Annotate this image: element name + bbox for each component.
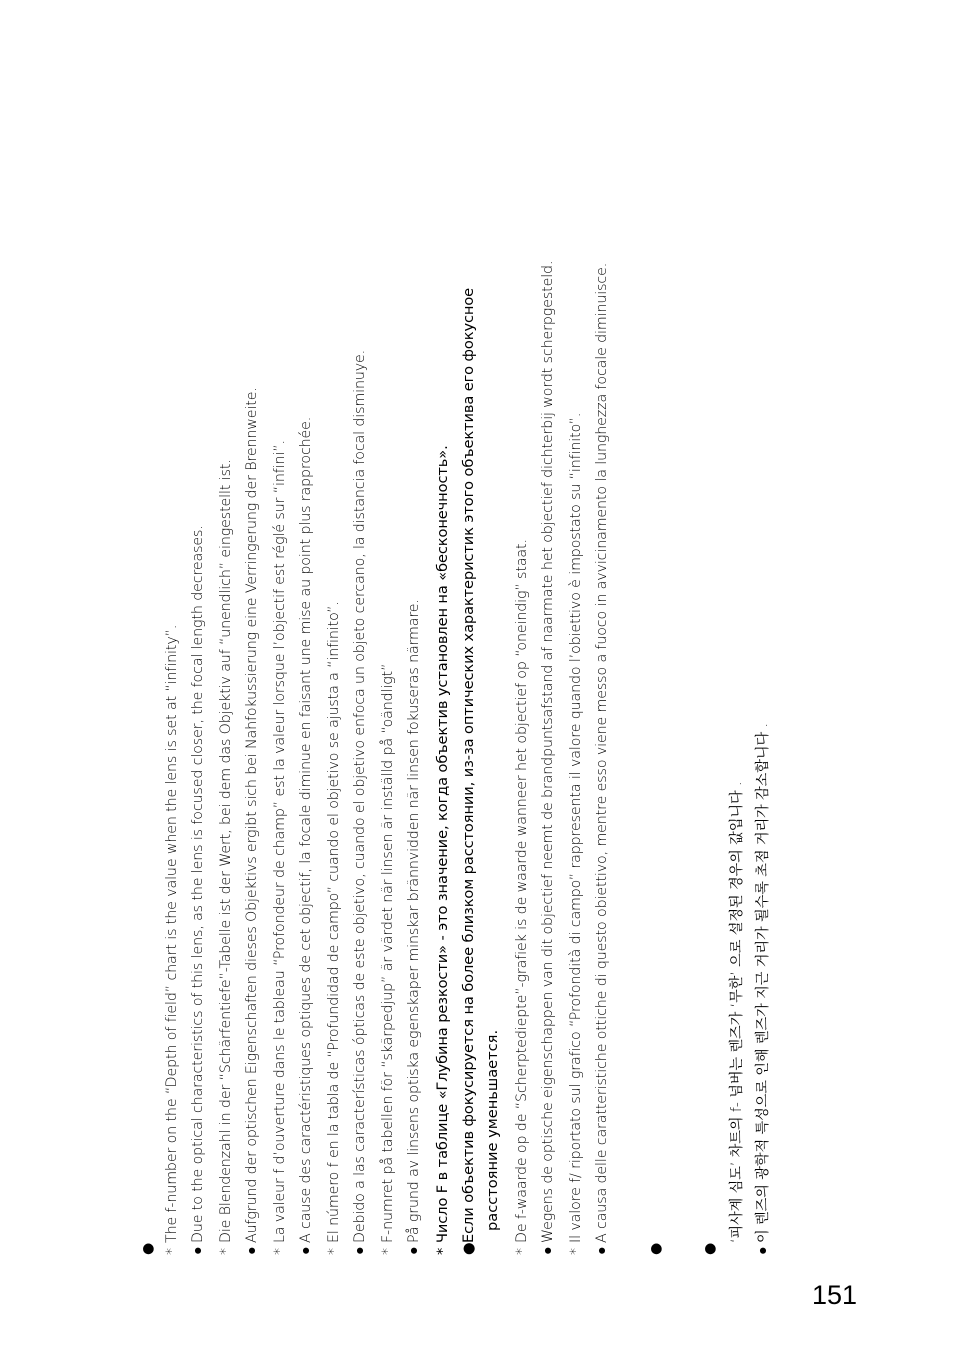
bullet-de: ●Aufgrund der optischen Eigenschaften dieses Objektivs ergibt sich bei Nahfokussierung eine Verringerung der Brennweite. (244, 387, 260, 1255)
bullet-en: ●Due to the optical characteristics of this lens, as the lens is focused closer, the focal length decreases. (190, 525, 206, 1255)
bullet-ko: ●이 렌즈의 광학적 특성으로 인해 렌즈가 지근 거리가 될수록 초점 거리가 감소합니다 . (755, 723, 771, 1255)
bullet-it: ●A causa delle caratteristiche ottiche di questo obiettivo, mentre esso viene messo a fuoco in avvicinamento la lunghezza focale diminuisce. (594, 262, 610, 1255)
bullet-marker: ● (460, 1242, 477, 1255)
bullet-ru-continuation: расстояние уменьшается. (484, 1029, 501, 1231)
asterisk-marker: * (380, 1248, 396, 1255)
note-it: *Il valore f/ riportato sul grafico “Profondità di campo” rappresenta il valore quando l’obiettivo è impostato su “infinito”. (568, 412, 584, 1255)
asterisk-marker: * (272, 1248, 288, 1255)
asterisk-marker: * (568, 1248, 584, 1255)
bullet-marker: ● (540, 1246, 556, 1255)
note-es: *El número f en la tabla de “Profundidad de campo” cuando el objetivo se ajusta a “infinito”. (326, 601, 342, 1255)
bullet-marker: ● (352, 1246, 368, 1255)
bullet-marker: ● (594, 1246, 610, 1255)
note-sv: *F-numret på tabellen för “skärpedjup” är värdet när linsen är inställd på “oändligt” (380, 663, 396, 1255)
note-nl: *De f-waarde op de “Scherptediepte”-grafiek is de waarde wanneer het objectief op “oneindig” staat. (514, 539, 530, 1255)
asterisk-marker: * (514, 1248, 530, 1255)
bullet-fr: ●A cause des caractéristiques optiques de cet objectif, la focale diminue en faisant une mise au point plus rapprochée. (298, 416, 314, 1255)
bullet-ru: ●Если объектив фокусируется на более близком расстоянии, из-за оптических характеристик этого объектива его фокусное (460, 287, 477, 1255)
asterisk-marker: * (164, 1248, 180, 1255)
note-ko: ‘피사계 심도’ 차트의 f- 넘버는 렌즈가 ‘무한’ 으로 설정된 경우의 값입니다 . (729, 781, 745, 1243)
bullet-nl: ●Wegens de optische eigenschappen van dit objectief neemt de brandpuntsafstand af naarmate het objectief dichterbij wordt scherpgesteld. (540, 260, 556, 1255)
bullet-marker: ● (244, 1246, 260, 1255)
note-ru: *Число F в таблице «Глубина резкости» - это значение, когда объектив установлен на «бесконечность». (434, 445, 451, 1255)
bullet-marker: ● (190, 1246, 206, 1255)
bullet-marker: ● (755, 1246, 771, 1255)
stray-bullet: ● (702, 1242, 718, 1255)
bullet-marker: ● (298, 1246, 314, 1255)
stray-bullet: ● (140, 1242, 156, 1255)
bullet-sv: ●På grund av linsens optiska egenskaper minskar brännvidden när linsen fokuseras närmare. (406, 599, 422, 1255)
rotated-text-block (140, 80, 780, 1255)
note-de: *Die Blendenzahl in der “Schärfentiefe”-Tabelle ist der Wert, bei dem das Objektiv auf “unendlich” eingestellt ist. (218, 459, 234, 1255)
page-number: 151 (812, 1280, 858, 1310)
stray-bullet: ● (648, 1242, 664, 1255)
asterisk-marker: * (326, 1248, 342, 1255)
bullet-marker: ● (406, 1246, 422, 1255)
asterisk-marker: * (434, 1247, 451, 1255)
note-en: *The f-number on the “Depth of field” chart is the value when the lens is set at “infinity”. (164, 624, 180, 1255)
asterisk-marker: * (218, 1248, 234, 1255)
bullet-es: ●Debido a las características ópticas de este objetivo, cuando el objetivo enfoca un objeto cercano, la distancia focal disminuye. (352, 349, 368, 1255)
note-fr: *La valeur f d’ouverture dans le tableau “Profondeur de champ” est la valeur lorsque l’objectif est réglé sur “infini”. (272, 440, 288, 1255)
